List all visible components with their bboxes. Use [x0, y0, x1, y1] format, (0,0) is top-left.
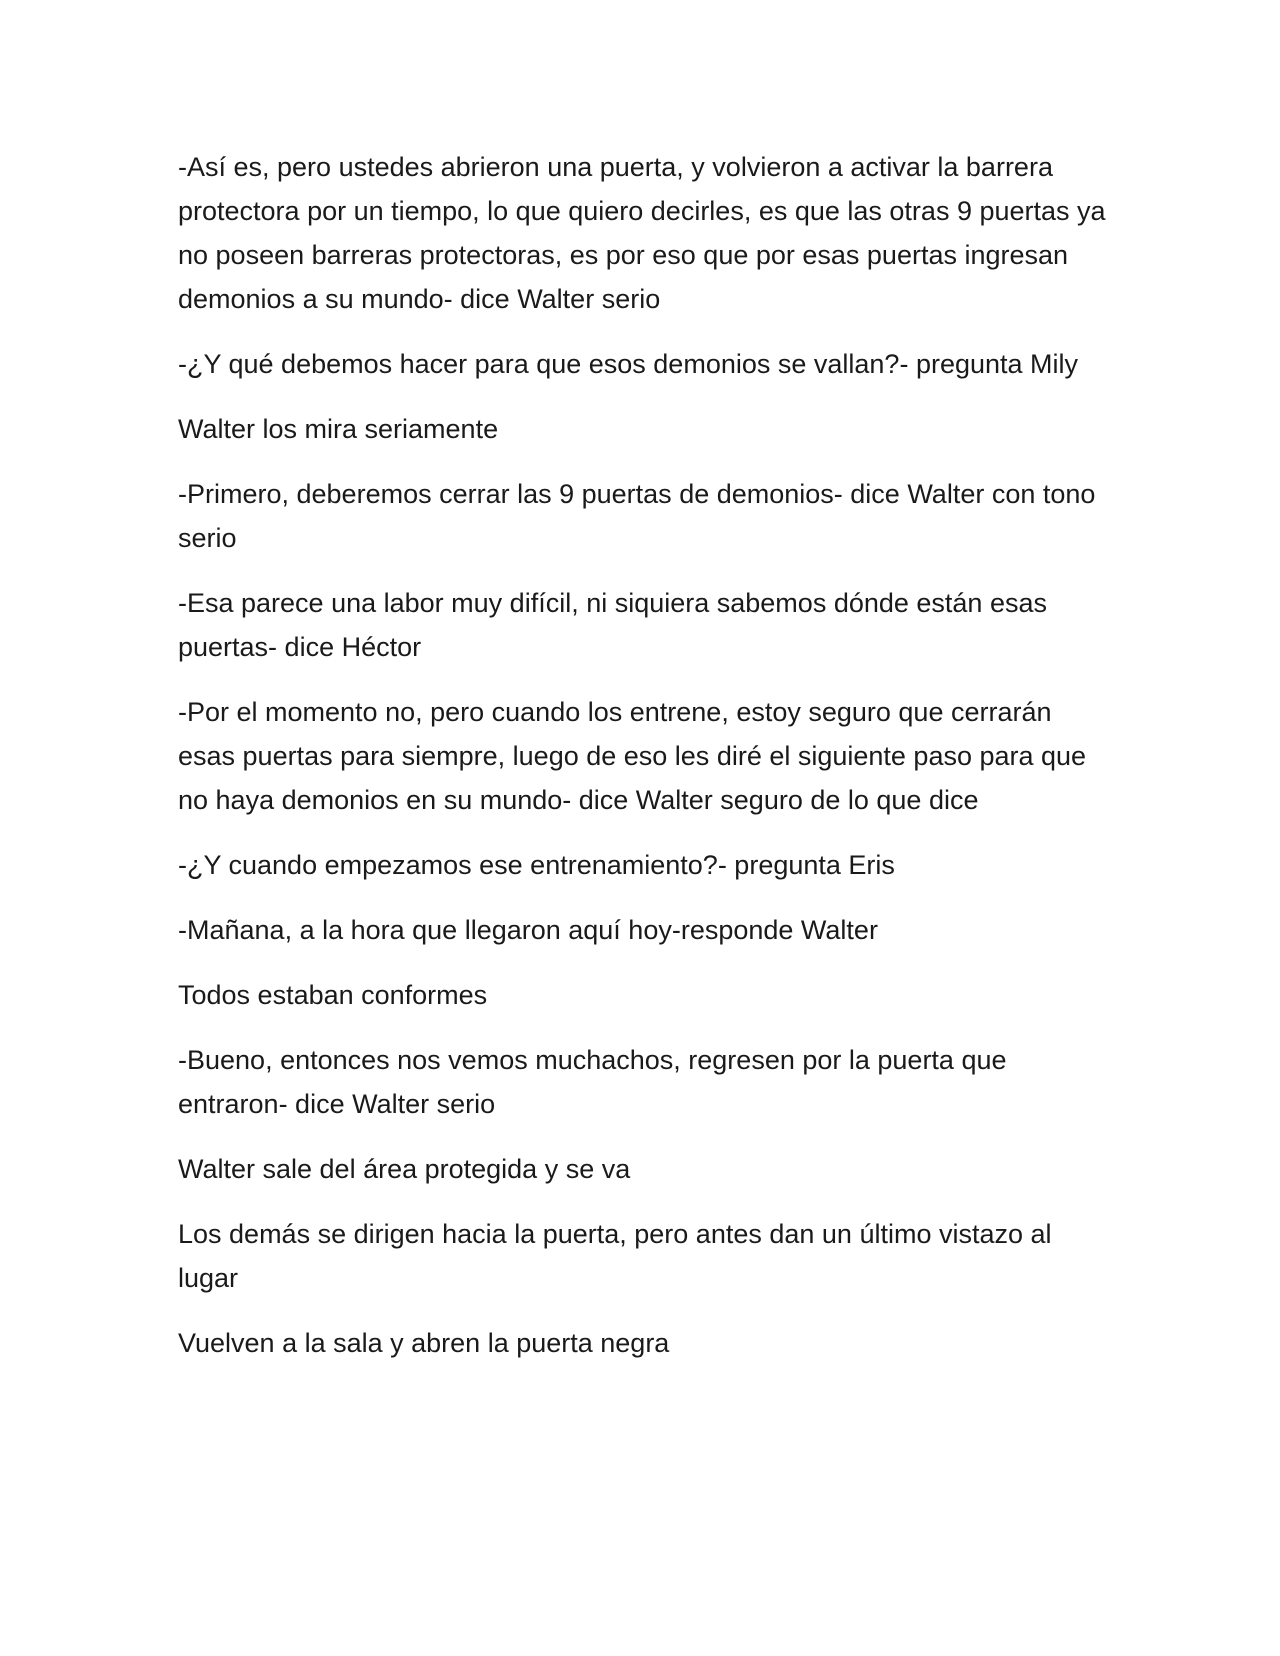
- paragraph: -Esa parece una labor muy difícil, ni siquiera sabemos dónde están esas puertas- dice Héctor: [178, 588, 1047, 662]
- paragraph: -Por el momento no, pero cuando los entrene, estoy seguro que cerrarán esas puertas para siempre, luego de eso les diré el siguiente paso para que no haya demonios en su mundo- dice Walter seguro de lo que dice: [178, 697, 1087, 815]
- paragraph: Walter sale del área protegida y se va: [178, 1154, 631, 1184]
- paragraph: Walter los mira seriamente: [178, 414, 499, 444]
- paragraph: -Bueno, entonces nos vemos muchachos, regresen por la puerta que entraron- dice Walter serio: [178, 1045, 1007, 1119]
- paragraph: -Primero, deberemos cerrar las 9 puertas de demonios- dice Walter con tono serio: [178, 479, 1096, 553]
- paragraph: Todos estaban conformes: [178, 980, 488, 1010]
- paragraph: -Mañana, a la hora que llegaron aquí hoy-responde Walter: [178, 915, 878, 945]
- paragraph: -¿Y qué debemos hacer para que esos demonios se vallan?- pregunta Mily: [178, 349, 1079, 379]
- paragraph: Los demás se dirigen hacia la puerta, pero antes dan un último vistazo al lugar: [178, 1219, 1052, 1293]
- paragraph: -¿Y cuando empezamos ese entrenamiento?- pregunta Eris: [178, 850, 895, 880]
- paragraph: Vuelven a la sala y abren la puerta negra: [178, 1328, 670, 1358]
- document-body: [178, 145, 1108, 1386]
- paragraph: -Así es, pero ustedes abrieron una puerta, y volvieron a activar la barrera protectora por un tiempo, lo que quiero decirles, es que las otras 9 puertas ya no poseen barreras protectoras, es por eso que por esas puertas ingresan demonios a su mundo- dice Walter serio: [178, 152, 1106, 314]
